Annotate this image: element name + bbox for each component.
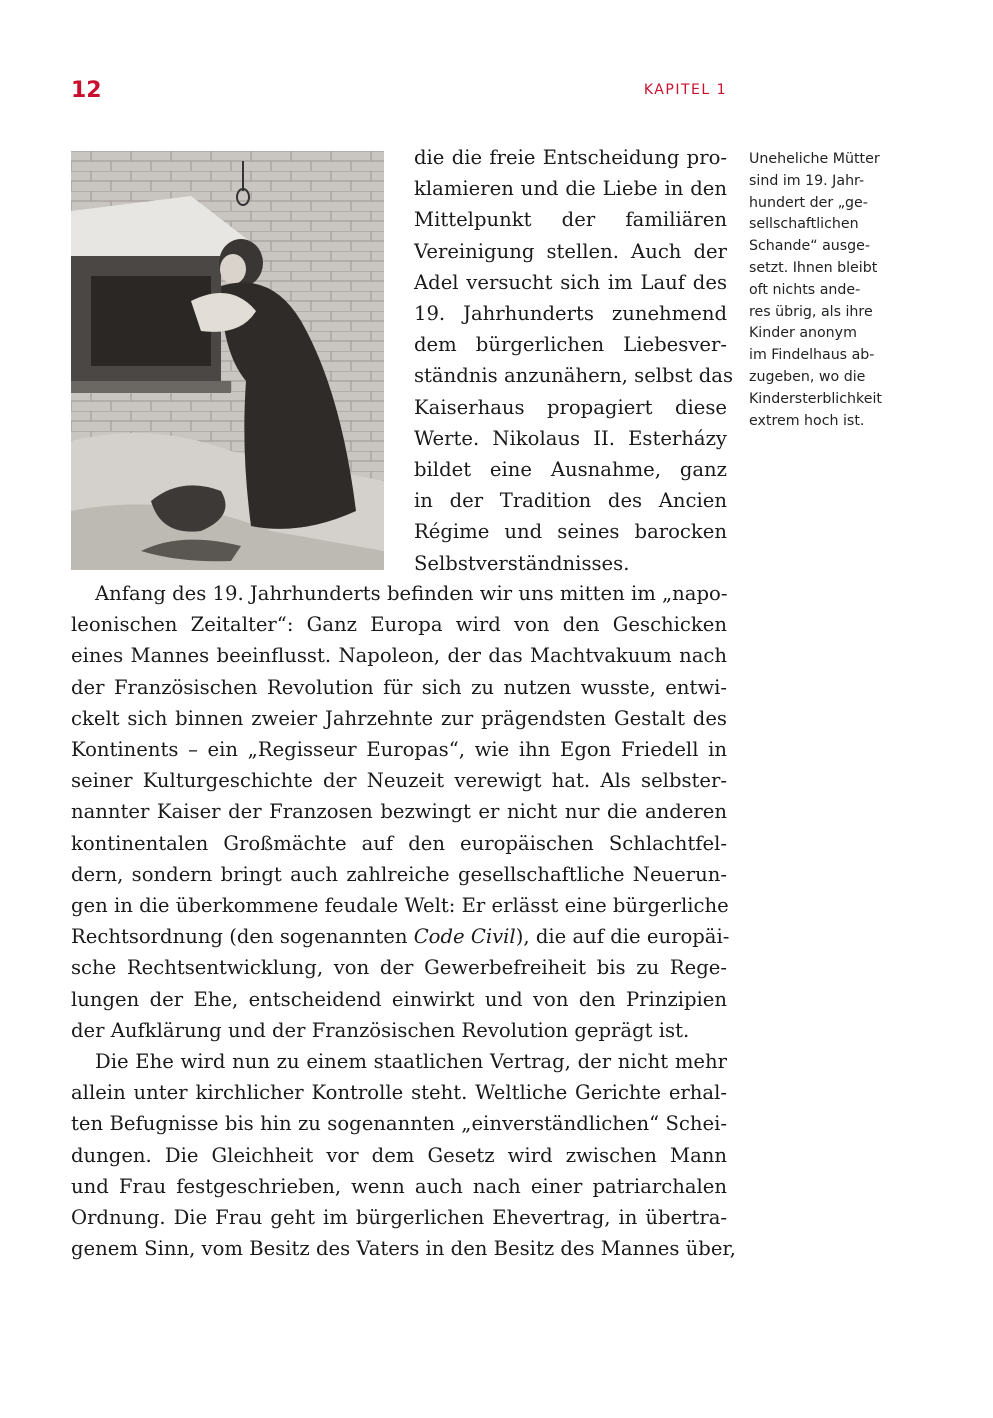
text-line: dern, sondern bringt auch zahlreiche gesellschaftliche Neuerun- — [71, 862, 727, 886]
sidenote-line: res übrig, als ihre — [749, 303, 873, 320]
text-line: Kaiserhaus propagiert diese — [414, 395, 727, 419]
text-line: sche Rechtsentwicklung, von der Gewerbefreiheit bis zu Rege- — [71, 956, 727, 980]
text-line: gen in die überkommene feudale Welt: Er erlässt eine bürgerliche — [71, 894, 729, 918]
text-line: der Aufklärung und der Französischen Revolution geprägt ist. — [71, 1018, 690, 1042]
text-line: kontinentalen Großmächte auf den europäischen Schlachtfel- — [71, 831, 727, 855]
sidenote-line: extrem hoch ist. — [749, 412, 865, 429]
text-line: die die freie Entscheidung pro- — [414, 146, 727, 169]
text-line: Werte. Nikolaus II. Esterházy — [414, 426, 727, 450]
text-line-code-civil — [71, 921, 730, 952]
text-line: bildet eine Ausnahme, ganz — [414, 458, 727, 482]
text-line: Adel versucht sich im Lauf des — [414, 270, 727, 294]
text-line: der Französischen Revolution für sich zu nutzen wusste, entwi- — [71, 675, 727, 699]
text-fragment: Rechtsordnung (den sogenannten — [71, 925, 414, 949]
text-line: Mittelpunkt der familiären — [414, 208, 727, 232]
sidenote-line: Uneheliche Mütter — [749, 151, 880, 167]
text-line: Anfang des 19. Jahrhunderts befinden wir uns mitten im „napo- — [95, 582, 728, 605]
text-line: dungen. Die Gleichheit vor dem Gesetz wird zwischen Mann — [71, 1143, 727, 1167]
text-line: ckelt sich binnen zweier Jahrzehnte zur prägendsten Gestalt des — [71, 706, 727, 730]
text-line: dem bürgerlichen Liebesver- — [414, 333, 727, 357]
body-text — [71, 578, 736, 1264]
sidenote-line: hundert der „ge- — [749, 194, 868, 211]
text-fragment: ), die auf die europäi- — [515, 925, 730, 949]
paragraph-ehe — [71, 1046, 736, 1264]
text-line: eines Mannes beeinflusst. Napoleon, der das Machtvakuum nach — [71, 644, 727, 668]
sidenote-line: Schande“ ausge- — [749, 238, 871, 255]
text-line: allein unter kirchlicher Kontrolle steht. Weltliche Gerichte erhal- — [71, 1081, 727, 1105]
paragraph-napoleon — [71, 578, 730, 1046]
sidenote-line: Kindersterblichkeit — [749, 390, 882, 407]
text-line: lungen der Ehe, entscheidend einwirkt und von den Prinzipien — [71, 987, 727, 1011]
sidenote-line: Kinder anonym — [749, 325, 857, 342]
text-line: Vereinigung stellen. Auch der — [414, 239, 727, 263]
chapter-header: KAPITEL 1 — [643, 82, 727, 98]
text-line: seiner Kulturgeschichte der Neuzeit verewigt hat. Als selbster- — [71, 769, 727, 793]
sidenote-line: sellschaftlichen — [749, 216, 859, 233]
text-line: genem Sinn, vom Besitz des Vaters in den Besitz des Mannes über, — [71, 1237, 736, 1261]
text-line: und Frau festgeschrieben, wenn auch nach einer patriarchalen — [71, 1174, 727, 1198]
text-line: nannter Kaiser der Franzosen bezwingt er nicht nur die anderen — [71, 800, 727, 824]
sidenote-line: setzt. Ihnen bleibt — [749, 259, 878, 276]
text-line: ten Befugnisse bis hin zu sogenannten „einverständlichen“ Schei- — [71, 1112, 727, 1136]
sidenote-line: sind im 19. Jahr- — [749, 172, 865, 189]
text-line: ständnis anzunähern, selbst das — [414, 364, 734, 388]
text-line: Die Ehe wird nun zu einem staatlichen Vertrag, der nicht mehr — [95, 1050, 727, 1074]
text-line: Kontinents – ein „Regisseur Europas“, wie ihn Egon Friedell in — [71, 738, 727, 762]
right-column-text — [414, 142, 734, 579]
sidenote-line: im Findelhaus ab- — [749, 347, 875, 364]
sidenote — [749, 149, 919, 432]
code-civil-term: Code Civil — [413, 925, 516, 949]
sidenote-line: oft nichts ande- — [749, 281, 861, 298]
text-line: klamieren und die Liebe in den — [414, 177, 727, 201]
page-number: 12 — [71, 78, 102, 103]
text-line: Selbstverständnisses. — [414, 551, 630, 575]
engraving-mother-findelhaus-image — [71, 151, 384, 570]
text-line: Ordnung. Die Frau geht im bürgerlichen Ehevertrag, in übertra- — [71, 1206, 727, 1230]
text-line: 19. Jahrhunderts zunehmend — [414, 302, 727, 326]
text-line: in der Tradition des Ancien — [414, 489, 727, 513]
sidenote-line: zugeben, wo die — [749, 368, 866, 385]
text-line: Régime und seines barocken — [414, 520, 727, 544]
text-line: leonischen Zeitalter“: Ganz Europa wird von den Geschicken — [71, 613, 727, 637]
